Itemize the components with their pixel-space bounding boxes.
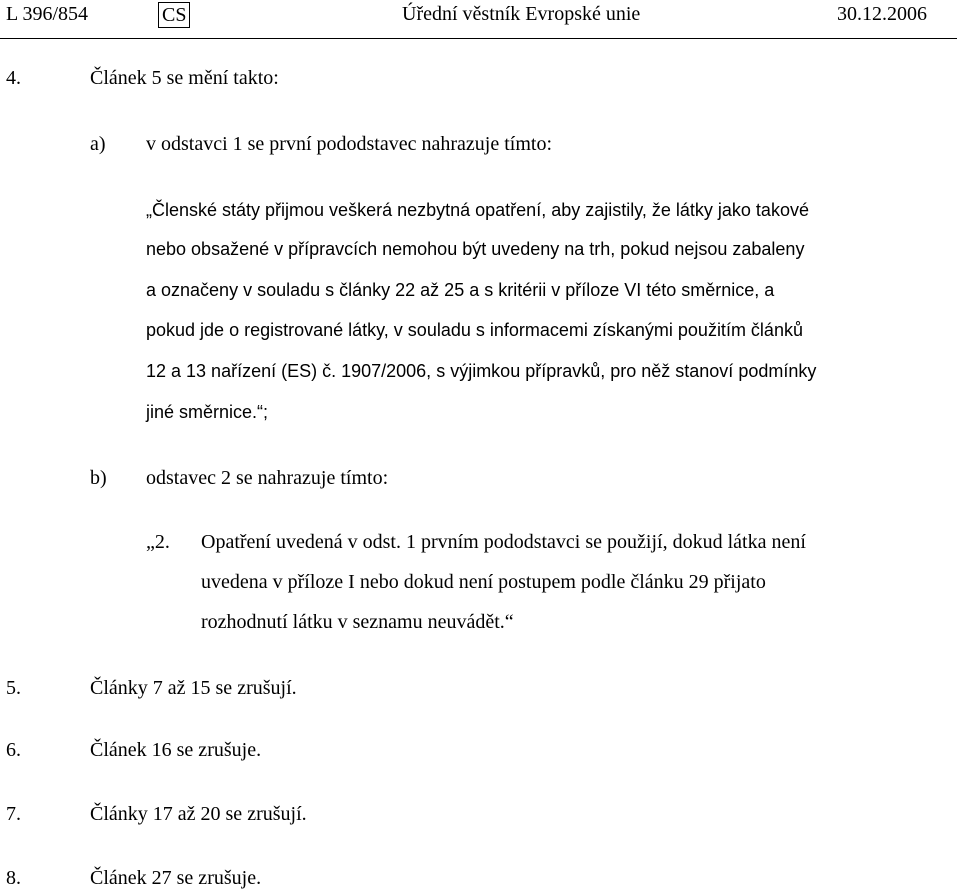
- paragraph-line: uvedena v příloze I nebo dokud není postupem podle článku 29 přijato: [201, 571, 766, 593]
- item-6-text: Článek 16 se zrušuje.: [90, 739, 262, 761]
- language-code: CS: [158, 2, 190, 28]
- quote-line: 12 a 13 nařízení (ES) č. 1907/2006, s výjimkou přípravků, pro něž stanoví podmínky: [146, 361, 817, 381]
- publication-date: 30.12.2006: [837, 3, 927, 25]
- item-4b-label: b): [90, 467, 107, 489]
- paragraph-number: „2.: [146, 531, 170, 553]
- paragraph-line: Opatření uvedená v odst. 1 prvním pododstavci se použijí, dokud látka není: [201, 531, 806, 553]
- item-5-number: 5.: [6, 677, 21, 699]
- item-8-number: 8.: [6, 867, 21, 889]
- page-header: [0, 0, 957, 39]
- item-8-text: Článek 27 se zrušuje.: [90, 867, 262, 889]
- item-6-number: 6.: [6, 739, 21, 761]
- paragraph-line: rozhodnutí látku v seznamu neuvádět.“: [201, 611, 514, 633]
- quote-line: nebo obsažené v přípravcích nemohou být uvedeny na trh, pokud nejsou zabaleny: [146, 239, 805, 259]
- item-4a-label: a): [90, 133, 106, 155]
- quote-line: a označeny v souladu s články 22 až 25 a s kritérii v příloze VI této směrnice, a: [146, 280, 775, 300]
- journal-title: Úřední věstník Evropské unie: [402, 3, 641, 25]
- page-reference: L 396/854: [6, 3, 89, 25]
- item-4b-text: odstavec 2 se nahrazuje tímto:: [146, 467, 389, 489]
- quote-line: „Členské státy přijmou veškerá nezbytná opatření, aby zajistily, že látky jako takové: [146, 200, 809, 220]
- item-7-number: 7.: [6, 803, 21, 825]
- quote-line: pokud jde o registrované látky, v souladu s informacemi získanými použitím článků: [146, 320, 803, 340]
- item-4a-text: v odstavci 1 se první pododstavec nahrazuje tímto:: [146, 133, 553, 155]
- item-7-text: Články 17 až 20 se zrušují.: [90, 803, 307, 825]
- item-5-text: Články 7 až 15 se zrušují.: [90, 677, 297, 699]
- item-4-text: Článek 5 se mění takto:: [90, 67, 279, 89]
- quote-line: jiné směrnice.“;: [146, 402, 269, 422]
- item-4-number: 4.: [6, 67, 21, 89]
